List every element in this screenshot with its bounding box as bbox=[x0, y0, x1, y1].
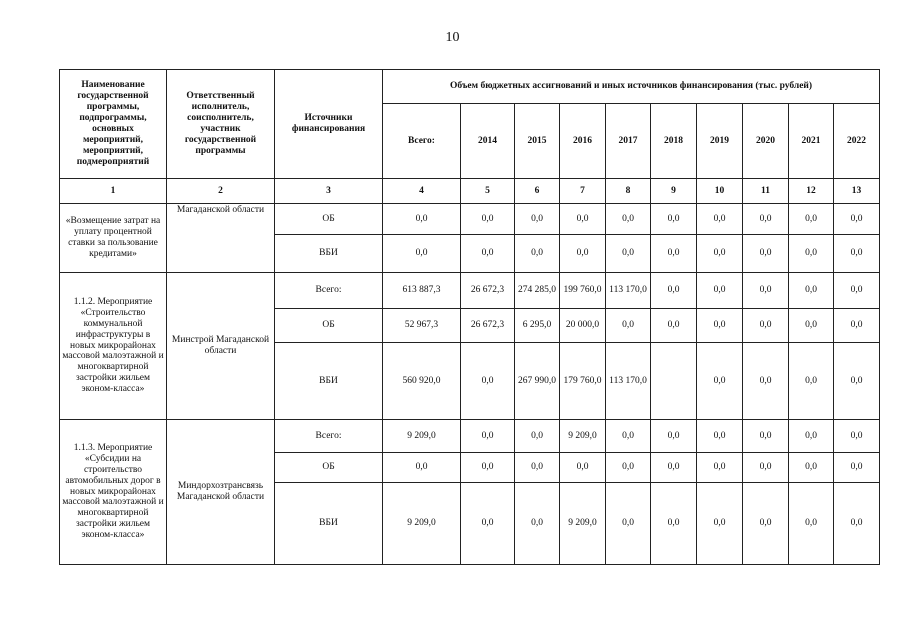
page-number: 10 bbox=[445, 30, 460, 45]
funding-source-cell: ВБИ bbox=[275, 483, 383, 565]
program-name-cell: 1.1.3. Мероприятие «Субсидии на строительство автомобильных дорог в новых микрорайонах массовой малоэтажной и многоквартирной застройки жильем эконом-класса» bbox=[60, 420, 167, 565]
value-cell bbox=[651, 343, 697, 420]
program-name-cell: «Возмещение затрат на уплату процентной ставки за пользование кредитами» bbox=[60, 204, 167, 273]
value-cell: 0,0 bbox=[461, 343, 515, 420]
value-cell: 0,0 bbox=[743, 235, 789, 273]
funding-source-cell: ВБИ bbox=[275, 235, 383, 273]
value-cell: 0,0 bbox=[743, 309, 789, 343]
value-cell: 0,0 bbox=[651, 309, 697, 343]
value-cell: 560 920,0 bbox=[383, 343, 461, 420]
funding-source-cell: ОБ bbox=[275, 309, 383, 343]
column-number: 13 bbox=[834, 179, 880, 204]
value-cell: 0,0 bbox=[697, 273, 743, 309]
funding-source-cell: Всего: bbox=[275, 273, 383, 309]
responsible-cell: Минстрой Магаданской области bbox=[167, 273, 275, 420]
value-cell: 0,0 bbox=[697, 204, 743, 235]
value-cell: 0,0 bbox=[743, 420, 789, 453]
column-number: 12 bbox=[789, 179, 834, 204]
value-cell: 0,0 bbox=[789, 453, 834, 483]
value-cell: 0,0 bbox=[515, 483, 560, 565]
value-cell: 0,0 bbox=[697, 309, 743, 343]
responsible-cell: Миндорхозтрансвязь Магаданской области bbox=[167, 420, 275, 565]
value-cell: 0,0 bbox=[743, 204, 789, 235]
value-cell: 0,0 bbox=[651, 483, 697, 565]
value-cell: 0,0 bbox=[461, 453, 515, 483]
value-cell: 0,0 bbox=[743, 483, 789, 565]
header-year-0: Всего: bbox=[383, 104, 461, 179]
value-cell: 274 285,0 bbox=[515, 273, 560, 309]
column-number: 10 bbox=[697, 179, 743, 204]
value-cell: 0,0 bbox=[651, 235, 697, 273]
value-cell: 0,0 bbox=[606, 453, 651, 483]
column-number: 8 bbox=[606, 179, 651, 204]
value-cell: 0,0 bbox=[789, 483, 834, 565]
value-cell: 0,0 bbox=[515, 453, 560, 483]
value-cell: 0,0 bbox=[834, 453, 880, 483]
value-cell: 0,0 bbox=[606, 309, 651, 343]
header-program: Наименование государственной программы, подпрограммы, основных мероприятий, мероприятий, подмероприятий bbox=[60, 70, 167, 179]
value-cell: 0,0 bbox=[789, 343, 834, 420]
value-cell: 0,0 bbox=[697, 483, 743, 565]
value-cell: 0,0 bbox=[697, 420, 743, 453]
value-cell: 0,0 bbox=[383, 204, 461, 235]
value-cell: 0,0 bbox=[651, 273, 697, 309]
table-row bbox=[60, 420, 880, 453]
value-cell: 6 295,0 bbox=[515, 309, 560, 343]
value-cell: 0,0 bbox=[461, 483, 515, 565]
header-funding: Объем бюджетных ассигнований и иных источников финансирования (тыс. рублей) bbox=[383, 70, 880, 104]
value-cell: 0,0 bbox=[834, 483, 880, 565]
column-number: 1 bbox=[60, 179, 167, 204]
value-cell: 0,0 bbox=[834, 309, 880, 343]
value-cell: 9 209,0 bbox=[383, 483, 461, 565]
column-number: 3 bbox=[275, 179, 383, 204]
value-cell: 179 760,0 bbox=[560, 343, 606, 420]
column-numbers-row bbox=[60, 179, 880, 204]
funding-source-cell: ВБИ bbox=[275, 343, 383, 420]
value-cell: 26 672,3 bbox=[461, 273, 515, 309]
value-cell: 0,0 bbox=[743, 273, 789, 309]
value-cell: 0,0 bbox=[515, 420, 560, 453]
value-cell: 0,0 bbox=[606, 204, 651, 235]
value-cell: 9 209,0 bbox=[383, 420, 461, 453]
header-year-6: 2019 bbox=[697, 104, 743, 179]
value-cell: 0,0 bbox=[461, 420, 515, 453]
value-cell: 0,0 bbox=[789, 309, 834, 343]
value-cell: 0,0 bbox=[461, 235, 515, 273]
budget-table bbox=[59, 69, 880, 565]
value-cell: 0,0 bbox=[834, 343, 880, 420]
value-cell: 0,0 bbox=[789, 204, 834, 235]
value-cell: 0,0 bbox=[697, 343, 743, 420]
table-row bbox=[60, 273, 880, 309]
value-cell: 199 760,0 bbox=[560, 273, 606, 309]
value-cell: 0,0 bbox=[834, 273, 880, 309]
header-year-3: 2016 bbox=[560, 104, 606, 179]
responsible-cell: Магаданской области bbox=[167, 204, 275, 273]
value-cell: 0,0 bbox=[743, 343, 789, 420]
header-year-7: 2020 bbox=[743, 104, 789, 179]
value-cell: 26 672,3 bbox=[461, 309, 515, 343]
funding-source-cell: Всего: bbox=[275, 420, 383, 453]
value-cell: 0,0 bbox=[606, 235, 651, 273]
value-cell: 0,0 bbox=[789, 273, 834, 309]
value-cell: 0,0 bbox=[697, 453, 743, 483]
header-year-5: 2018 bbox=[651, 104, 697, 179]
header-year-2: 2015 bbox=[515, 104, 560, 179]
value-cell: 0,0 bbox=[834, 204, 880, 235]
header-year-9: 2022 bbox=[834, 104, 880, 179]
column-number: 2 bbox=[167, 179, 275, 204]
header-year-1: 2014 bbox=[461, 104, 515, 179]
value-cell: 9 209,0 bbox=[560, 420, 606, 453]
value-cell: 113 170,0 bbox=[606, 343, 651, 420]
header-sources: Источники финансирования bbox=[275, 70, 383, 179]
value-cell: 0,0 bbox=[606, 420, 651, 453]
header-year-4: 2017 bbox=[606, 104, 651, 179]
value-cell: 0,0 bbox=[651, 453, 697, 483]
value-cell: 0,0 bbox=[651, 204, 697, 235]
value-cell: 52 967,3 bbox=[383, 309, 461, 343]
value-cell: 0,0 bbox=[697, 235, 743, 273]
value-cell: 613 887,3 bbox=[383, 273, 461, 309]
column-number: 11 bbox=[743, 179, 789, 204]
value-cell: 0,0 bbox=[560, 235, 606, 273]
value-cell: 0,0 bbox=[383, 453, 461, 483]
value-cell: 0,0 bbox=[515, 204, 560, 235]
header-year-8: 2021 bbox=[789, 104, 834, 179]
value-cell: 0,0 bbox=[515, 235, 560, 273]
table-row bbox=[60, 204, 880, 235]
value-cell: 0,0 bbox=[383, 235, 461, 273]
column-number: 7 bbox=[560, 179, 606, 204]
value-cell: 0,0 bbox=[560, 453, 606, 483]
value-cell: 0,0 bbox=[789, 235, 834, 273]
value-cell: 9 209,0 bbox=[560, 483, 606, 565]
value-cell: 0,0 bbox=[834, 420, 880, 453]
funding-source-cell: ОБ bbox=[275, 204, 383, 235]
funding-source-cell: ОБ bbox=[275, 453, 383, 483]
value-cell: 267 990,0 bbox=[515, 343, 560, 420]
value-cell: 0,0 bbox=[651, 420, 697, 453]
value-cell: 0,0 bbox=[743, 453, 789, 483]
value-cell: 113 170,0 bbox=[606, 273, 651, 309]
value-cell: 0,0 bbox=[606, 483, 651, 565]
column-number: 4 bbox=[383, 179, 461, 204]
column-number: 5 bbox=[461, 179, 515, 204]
header-responsible: Ответственный исполнитель, соисполнитель, участник государственной программы bbox=[167, 70, 275, 179]
value-cell: 0,0 bbox=[834, 235, 880, 273]
value-cell: 0,0 bbox=[461, 204, 515, 235]
column-number: 6 bbox=[515, 179, 560, 204]
column-number: 9 bbox=[651, 179, 697, 204]
value-cell: 0,0 bbox=[560, 204, 606, 235]
value-cell: 20 000,0 bbox=[560, 309, 606, 343]
value-cell: 0,0 bbox=[789, 420, 834, 453]
program-name-cell: 1.1.2. Мероприятие «Строительство коммунальной инфраструктуры в новых микрорайонах массовой малоэтажной и многоквартирной застройки жильем эконом-класса» bbox=[60, 273, 167, 420]
